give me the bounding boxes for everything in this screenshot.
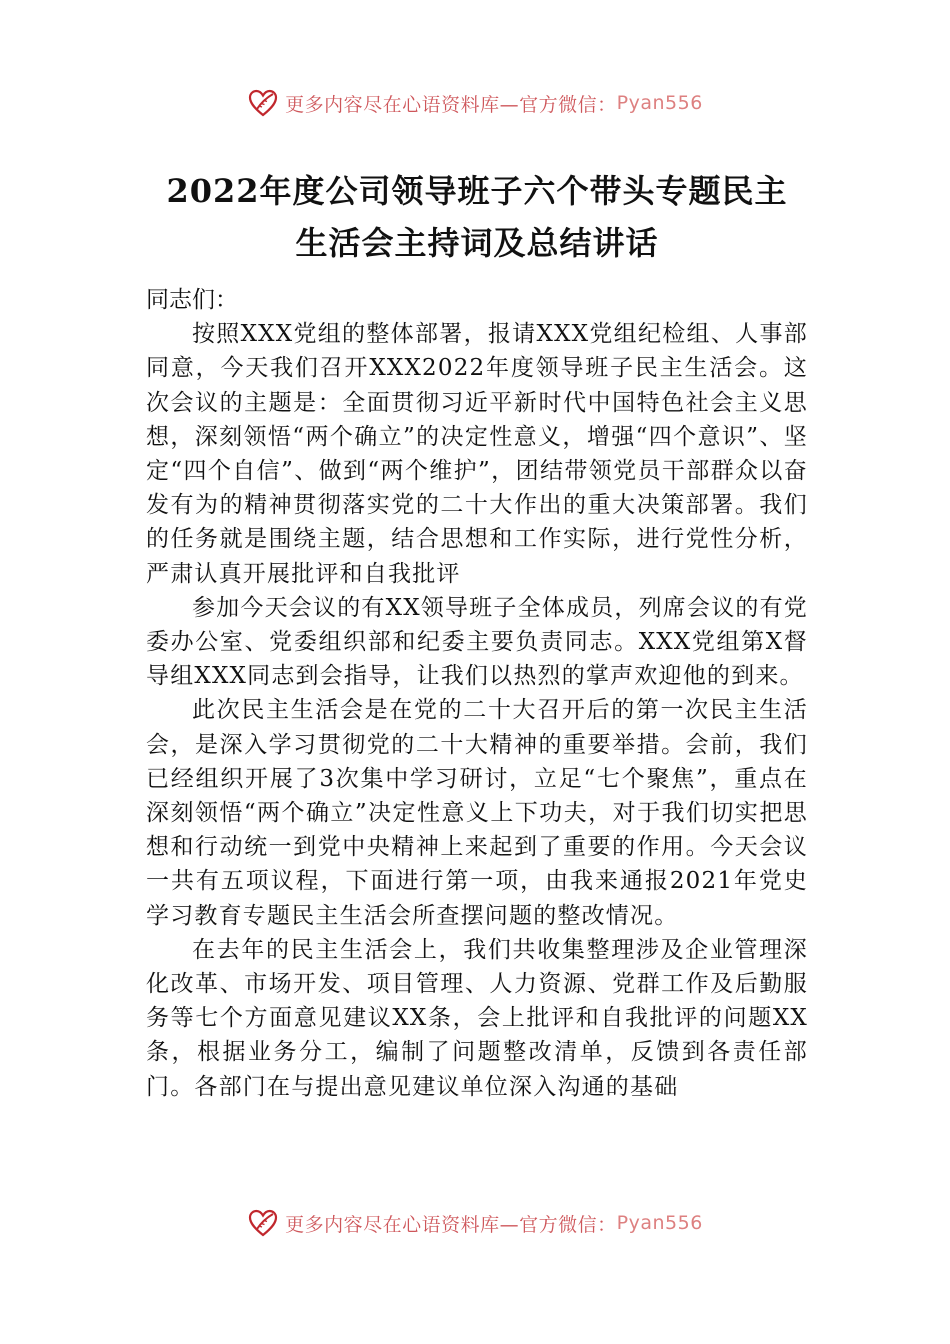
document-title: [146, 165, 808, 269]
paragraph-2: 参加今天会议的有XX领导班子全体成员，列席会议的有党委办公室、党委组织部和纪委主要负责同志。XXX党组第X督导组XXX同志到会指导，让我们以热烈的掌声欢迎他的到来。: [146, 594, 808, 690]
watermark-text: 更多内容尽在心语资料库—官方微信：: [285, 93, 617, 116]
title-line-1: 2022年度公司领导班子六个带头专题民主: [166, 172, 788, 210]
document-body: [146, 165, 808, 1104]
paragraph-1: 按照XXX党组的整体部署，报请XXX党组纪检组、人事部同意，今天我们召开XXX2022年度领导班子民主生活会。这次会议的主题是：全面贯彻习近平新时代中国特色社会主义思想，深刻领悟“两个确立”的决定性意义，增强“四个意识”、坚定“四个自信”、做到“两个维护”，团结带领党员干部群众以奋发有为的精神贯彻落实党的二十大作出的重大决策部署。我们的任务就是围绕主题，结合思想和工作实际，进行党性分析，严肃认真开展批评和自我批评: [146, 321, 808, 587]
footer-watermark: [0, 1203, 950, 1243]
heart-feather-logo-icon: [247, 87, 279, 119]
watermark-text: 更多内容尽在心语资料库—官方微信：: [285, 1213, 617, 1236]
paragraph-4: 在去年的民主生活会上，我们共收集整理涉及企业管理深化改革、市场开发、项目管理、人力资源、党群工作及后勤服务等七个方面意见建议XX条，会上批评和自我批评的问题XX条，根据业务分工，编制了问题整改清单，反馈到各责任部门。各部门在与提出意见建议单位深入沟通的基础: [146, 936, 808, 1100]
header-watermark: [0, 83, 950, 123]
greeting: 同志们：: [146, 287, 238, 313]
watermark-wechat-id: Pyan556: [616, 1212, 703, 1234]
watermark-wechat-id: Pyan556: [616, 92, 703, 114]
heart-feather-logo-icon: [247, 1207, 279, 1239]
paragraph-3: 此次民主生活会是在党的二十大召开后的第一次民主生活会，是深入学习贯彻党的二十大精神的重要举措。会前，我们已经组织开展了3次集中学习研讨，立足“七个聚焦”，重点在深刻领悟“两个确立”决定性意义上下功夫，对于我们切实把思想和行动统一到党中央精神上来起到了重要的作用。今天会议一共有五项议程，下面进行第一项，由我来通报2021年党史学习教育专题民主生活会所查摆问题的整改情况。: [146, 697, 808, 929]
title-line-2: 生活会主持词及总结讲话: [295, 224, 659, 262]
